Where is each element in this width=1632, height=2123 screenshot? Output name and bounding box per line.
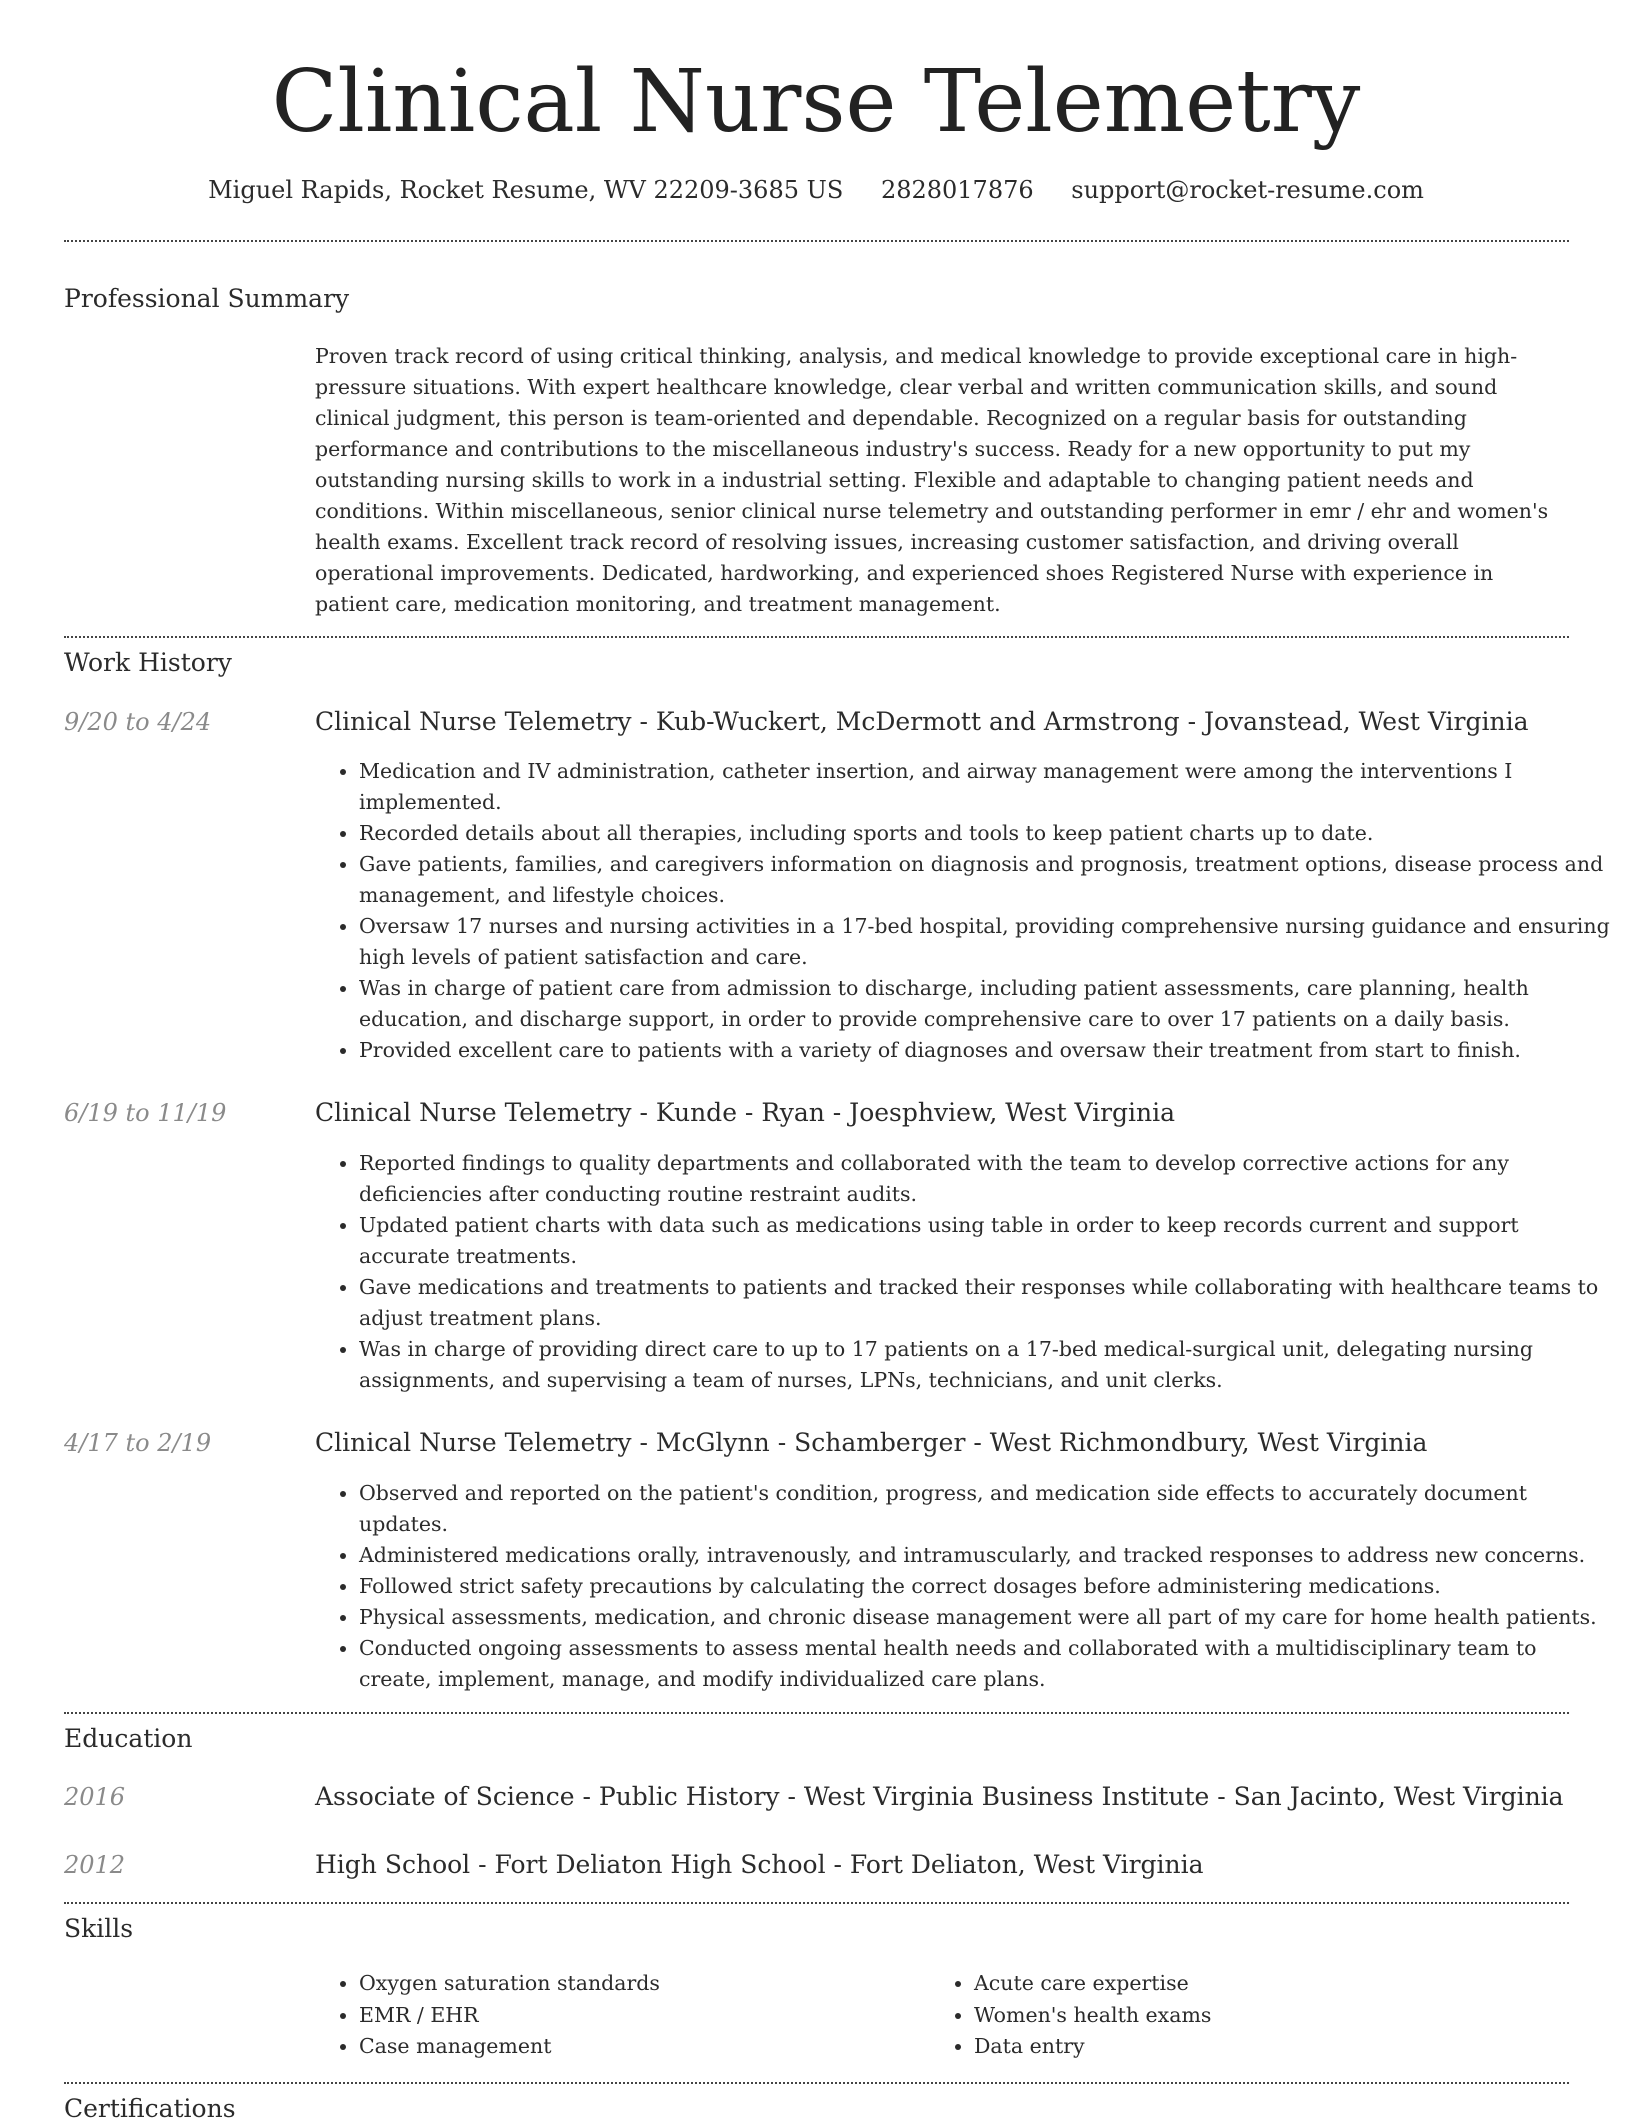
- job-duty: • Medication and IV administration, catheter insertion, and airway management were among the interventions I implemented.: [359, 756, 1614, 818]
- job-duty: • Conducted ongoing assessments to assess mental health needs and collaborated with a multidisciplinary team to create, implement, manage, and modify individualized care plans.: [359, 1633, 1614, 1695]
- job-duty: • Followed strict safety precautions by calculating the correct dosages before administering medications.: [359, 1571, 1614, 1602]
- job-duty: • Provided excellent care to patients with a variety of diagnoses and oversaw their treatment from start to finish.: [359, 1035, 1614, 1066]
- job-dates: 6/19 to 11/19: [64, 1099, 227, 1127]
- job-employer-location: - Kunde - Ryan - Joesphview, West Virginia: [631, 1098, 1176, 1127]
- job-duty: • Physical assessments, medication, and chronic disease management were all part of my care for home health patients.: [359, 1602, 1614, 1633]
- job-dates: 4/17 to 2/19: [64, 1429, 212, 1457]
- education-heading: [315, 1850, 1204, 1879]
- job-duty: • Gave patients, families, and caregivers information on diagnosis and prognosis, treatment options, disease process and management, and lifestyle choices.: [359, 849, 1614, 911]
- job-heading: [315, 1428, 1427, 1457]
- job-duties: [315, 1148, 1614, 1396]
- contact-line: [0, 176, 1632, 204]
- resume-header: [0, 0, 1632, 204]
- skill-item: • Acute care expertise: [974, 1968, 1211, 2000]
- section-title-work-history: Work History: [64, 648, 232, 677]
- job-duty: • Reported findings to quality departments and collaborated with the team to develop corrective actions for any deficiencies after conducting routine restraint audits.: [359, 1148, 1614, 1210]
- job-duty: • Oversaw 17 nurses and nursing activities in a 17-bed hospital, providing comprehensive nursing guidance and ensuring high levels of patient satisfaction and care.: [359, 911, 1614, 973]
- section-title-summary: Professional Summary: [64, 284, 350, 313]
- contact-email: support@rocket-resume.com: [1071, 176, 1424, 204]
- job-duty: • Observed and reported on the patient's condition, progress, and medication side effects to accurately document updates.: [359, 1478, 1614, 1540]
- education-year: 2012: [64, 1851, 126, 1879]
- education-year: 2016: [64, 1783, 126, 1811]
- job-duty: • Was in charge of patient care from admission to discharge, including patient assessments, care planning, health education, and discharge support, in order to provide comprehensive care to over 17 patients on a daily basis.: [359, 973, 1614, 1035]
- contact-phone: 2828017876: [880, 176, 1034, 204]
- job-heading: [315, 707, 1528, 736]
- skills-list-right: [930, 1968, 1211, 2063]
- job-duty: • Was in charge of providing direct care to up to 17 patients on a 17-bed medical-surgical unit, delegating nursing assignments, and supervising a team of nurses, LPNs, technicians, and unit clerks.: [359, 1334, 1614, 1396]
- section-divider: [64, 240, 1569, 242]
- section-title-education: Education: [64, 1724, 193, 1753]
- education-details: - Fort Deliaton High School - Fort Deliaton, West Virginia: [470, 1850, 1204, 1879]
- education-degree: Associate of Science: [315, 1782, 575, 1811]
- job-dates: 9/20 to 4/24: [64, 708, 212, 736]
- job-duty: • Gave medications and treatments to patients and tracked their responses while collaborating with healthcare teams to adjust treatment plans.: [359, 1272, 1614, 1334]
- job-role: Clinical Nurse Telemetry: [315, 1428, 632, 1457]
- section-divider: [64, 636, 1569, 638]
- section-divider: [64, 2082, 1569, 2084]
- resume-title: Clinical Nurse Telemetry: [271, 52, 1361, 152]
- job-duties: [315, 756, 1614, 1066]
- job-role: Clinical Nurse Telemetry: [315, 707, 632, 736]
- section-divider: [64, 1712, 1569, 1714]
- job-heading: [315, 1098, 1175, 1127]
- education-degree: High School: [315, 1850, 471, 1879]
- summary-text: Proven track record of using critical thinking, analysis, and medical knowledge to provide exceptional care in high-pressure situations. With expert healthcare knowledge, clear verbal and written communication skills, and sound clinical judgment, this person is team-oriented and dependable. Recognized on a regular basis for outstanding performance and contributions to the miscellaneous industry's success. Ready for a new opportunity to put my outstanding nursing skills to work in a industrial setting. Flexible and adaptable to changing patient needs and conditions. Within miscellaneous, senior clinical nurse telemetry and outstanding performer in emr / ehr and women's health exams. Excellent track record of resolving issues, increasing customer satisfaction, and driving overall operational improvements. Dedicated, hardworking, and experienced shoes Registered Nurse with experience in patient care, medication monitoring, and treatment management.: [315, 344, 1549, 616]
- skill-item: • Case management: [359, 2031, 660, 2063]
- skill-item: • Oxygen saturation standards: [359, 1968, 660, 2000]
- job-duties: [315, 1478, 1614, 1695]
- job-employer-location: - McGlynn - Schamberger - West Richmondbury, West Virginia: [631, 1428, 1428, 1457]
- skill-item: • Data entry: [974, 2031, 1211, 2063]
- job-duty: • Updated patient charts with data such as medications using table in order to keep records current and support accurate treatments.: [359, 1210, 1614, 1272]
- skills-list-left: [315, 1968, 660, 2063]
- skill-item: • Women's health exams: [974, 2000, 1211, 2032]
- job-role: Clinical Nurse Telemetry: [315, 1098, 632, 1127]
- education-details: - Public History - West Virginia Business Institute - San Jacinto, West Virginia: [574, 1782, 1564, 1811]
- job-employer-location: - Kub-Wuckert, McDermott and Armstrong - Jovanstead, West Virginia: [631, 707, 1529, 736]
- section-title-certifications: Certifications: [64, 2094, 236, 2123]
- job-duty: • Administered medications orally, intravenously, and intramuscularly, and tracked responses to address new concerns.: [359, 1540, 1614, 1571]
- contact-address: Miguel Rapids, Rocket Resume, WV 22209-3685 US: [208, 176, 844, 204]
- skill-item: • EMR / EHR: [359, 2000, 660, 2032]
- section-divider: [64, 1902, 1569, 1904]
- job-duty: • Recorded details about all therapies, including sports and tools to keep patient charts up to date.: [359, 818, 1614, 849]
- section-title-skills: Skills: [64, 1914, 134, 1943]
- education-heading: [315, 1782, 1564, 1811]
